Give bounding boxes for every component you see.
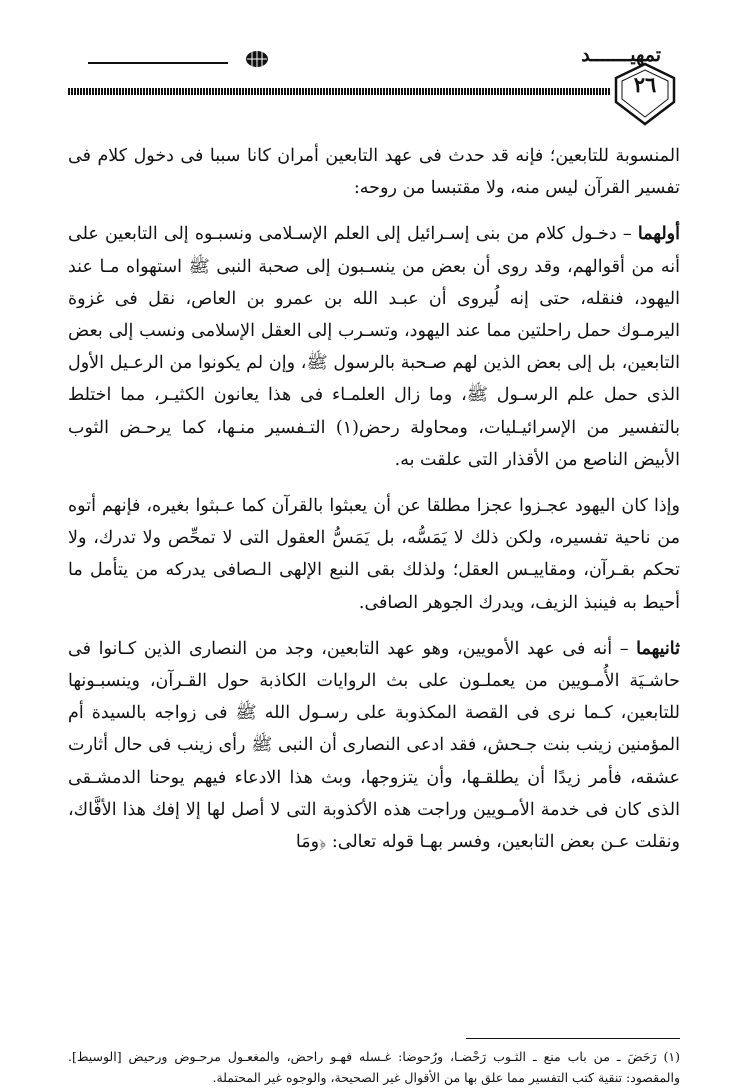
paragraph-lead: ثانيهما [636, 638, 680, 659]
paragraph-lead: أولهما [637, 224, 680, 245]
page-header [0, 0, 741, 135]
paragraph-3 [68, 490, 680, 619]
paragraph-text: وإذا كان اليهود عجـزوا عجزا مطلقا عن أن يعبثوا بالقرآن كما عـبثوا بغيره، فإنهم أتوه من ناحية تفسيره، ولكن ذلك لا يَمَسُّه، بل يَمَسُّ العقول التى لا تمحِّص ولا تدرك، ولا تحكم بقـرآن، ومقاييـس العقل؛ ولذلك بقى النبع الإلهى الـصافى يدركه من يتأمل ما أحيط به فينبذ الزيف، ويدرك الجوهر الصافى. [68, 496, 680, 613]
page-number: ٢٦ [633, 72, 657, 97]
ornament-icon [243, 48, 271, 70]
paragraph-text: المنسوبة للتابعين؛ فإنه قد حدث فى عهد التابعين أمران كانا سببا فى دخول كلام فى تفسير القرآن ليس منه، ولا مقتبسا من روحه: [68, 146, 680, 199]
header-rule [68, 88, 610, 95]
footnote-divider [466, 1038, 680, 1039]
header-title-underline [88, 62, 228, 64]
footnote: (١) رَحَضَ ـ من باب منع ـ الثـوب رَحْضـا، ورُحوضا: غـسله فهـو راحض، والمغعـول مرحـوض ورحيض [الوسيط]. والمقصود: تنقية كتب التفسير مما علق بها من الأقوال غير الصحيحة، والوجوه غير المحتملة. [68, 1049, 680, 1085]
paragraph-text: – أنه فى عهد الأمويين، وهو عهد التابعين، وجد من النصارى الذين كـانوا فى حاشـيَة الأُمـويين من يعملـون على بث الروايات الكاذبة حول القـرآن، وينسبـونها للتابعين، كـما نرى فى القصة المكذوبة على رسـول الله ﷺ فى زواجه بالسيدة أم المؤمنين زينب بنت جـحش، فقد ادعى النصارى أن النبى ﷺ رأى زينب فى حال أثارت عشقه، فأمر زيدًا أن يطلقـها، وأن يتزوجها، وبث هذا الادعاء فيهم يوحنا الدمشـقى الذى كان فى خدمة الأمـويين وراجت هذه الأكذوبة التى لا أصل لها إلا إفك هذا الأفَّاك، ونقلت عـن بعض التابعين، وفسر بهـا قوله تعالى: ﴿ومَا [68, 638, 680, 853]
body-text [68, 140, 680, 872]
paragraph-2 [68, 218, 680, 476]
paragraph-1 [68, 140, 680, 204]
running-title: تمهيـــــــد [581, 44, 661, 66]
paragraph-4 [68, 633, 680, 858]
paragraph-text: – دخـول كلام من بنى إسـرائيل إلى العلم الإسـلامى ونسبـوه إلى التابعين على أنه من أقوالهم، وقد روى أن بعض من ينسـبون إلى صحبة النبى ﷺ استهواه مـا عند اليهود، فنقله، حتى إنه لُيروى أن عبـد الله بن عمرو بن العاص، نقل فى غزوة اليرمـوك حمل راحلتين مما عند اليهود، وتسـرب إلى العقل الإسلامى ونسب إلى بعض التابعين، بل إلى بعض الذين لهم صـحبة بالرسول ﷺ، وإن لم يكونوا من الرعـيل الأول الذى حمل علم الرسـول ﷺ، وما زال العلمـاء فى هذا يعانون الكثيـر، مما اختلط بالتفسير من الإسرائيـليات، ومحاولة رحض(١) التـفسير منـها، كما يرحـض الثوب الأبيض الناصع من الأقذار التى علقت به. [68, 224, 680, 470]
